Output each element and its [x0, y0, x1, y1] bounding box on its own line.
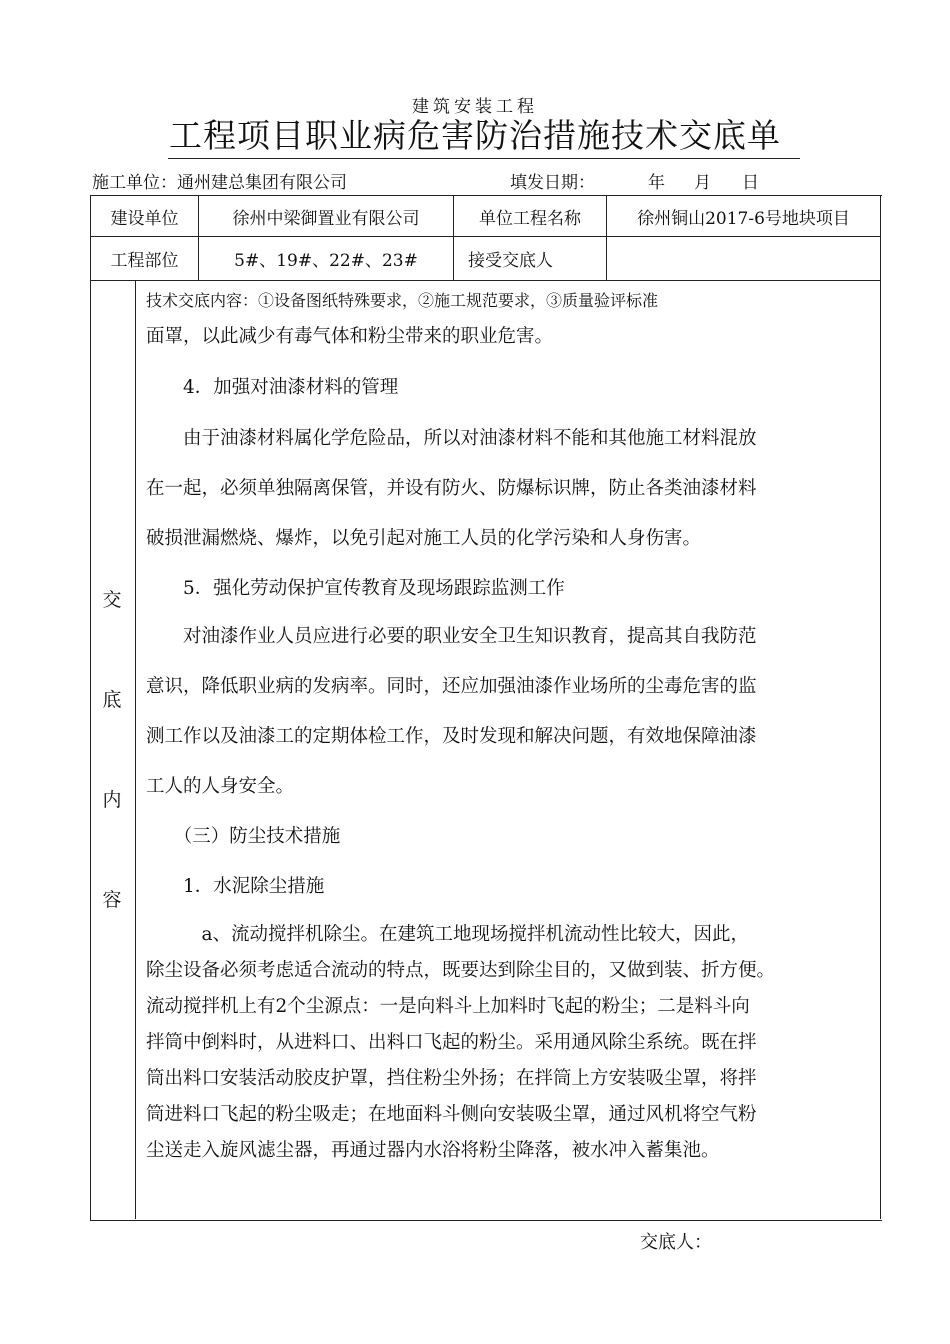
- construction-unit: [92, 168, 347, 193]
- body-line: 流动搅拌机上有2个尘源点：一是向料斗上加料时飞起的粉尘；二是料斗向: [146, 996, 750, 1017]
- project-part-label: 工程部位: [110, 251, 179, 271]
- construction-unit-value: 通州建总集团有限公司: [177, 173, 347, 193]
- document-title: 工程项目职业病危害防治措施技术交底单: [169, 116, 781, 155]
- issue-date-year: 年: [648, 173, 665, 193]
- table-row-divider: [90, 280, 881, 281]
- body-line: 意识，降低职业病的发病率。同时，还应加强油漆作业场所的尘毒危害的监: [146, 676, 757, 697]
- table-right-border: [880, 195, 881, 1219]
- signer-label: 交底人：: [640, 1232, 712, 1253]
- body-line: 面罩，以此减少有毒气体和粉尘带来的职业危害。: [146, 326, 554, 347]
- receiver-label: 接受交底人: [468, 251, 553, 271]
- builder-label: 建设单位: [110, 208, 179, 229]
- body-line: 测工作以及油漆工的定期体检工作，及时发现和解决问题，有效地保障油漆: [146, 726, 757, 747]
- table-col-divider: [135, 280, 136, 1219]
- side-label-char: 内: [102, 789, 122, 811]
- side-label-char: 交: [102, 589, 122, 611]
- project-part-value: 5#、19#、22#、23#: [234, 251, 418, 271]
- issue-date-day: 日: [742, 173, 759, 193]
- issue-date-month: 月: [694, 173, 711, 193]
- project-name-value: 徐州铜山2017-6号地块项目: [637, 208, 850, 229]
- body-line: （三）防尘技术措施: [146, 826, 341, 847]
- body-line: 4．加强对油漆材料的管理: [146, 377, 399, 398]
- receiver-value: [607, 237, 880, 280]
- body-line: 尘送走入旋风滤尘器，再通过器内水浴将粉尘降落，被水冲入蓄集池。: [146, 1140, 720, 1161]
- body-line: 破损泄漏燃烧、爆炸，以免引起对施工人员的化学污染和人身伤害。: [146, 528, 702, 549]
- side-label-char: 底: [102, 689, 122, 711]
- body-line: 对油漆作业人员应进行必要的职业安全卫生知识教育，提高其自我防范: [146, 626, 757, 647]
- side-label-char: 容: [102, 889, 122, 911]
- body-line: 由于油漆材料属化学危险品，所以对油漆材料不能和其他施工材料混放: [146, 428, 757, 449]
- body-line: 筒出料口安装活动胶皮护罩，挡住粉尘外扬；在拌筒上方安装吸尘罩，将拌: [146, 1068, 757, 1089]
- issue-date-label: 填发日期：: [510, 173, 595, 193]
- tech-content-heading: 技术交底内容：①设备图纸特殊要求，②施工规范要求，③质量验评标准: [146, 291, 659, 310]
- body-line: 5．强化劳动保护宣传教育及现场跟踪监测工作: [146, 578, 565, 599]
- construction-unit-label: 施工单位：: [92, 173, 177, 193]
- body-line: 在一起，必须单独隔离保管，并设有防火、防爆标识牌，防止各类油漆材料: [146, 478, 757, 499]
- builder-value: 徐州中梁御置业有限公司: [232, 208, 420, 229]
- body-line: 除尘设备必须考虑适合流动的特点，既要达到除尘目的，又做到装、折方便。: [146, 960, 776, 981]
- body-line: 筒进料口飞起的粉尘吸走；在地面料斗侧向安装吸尘罩，通过风机将空气粉: [146, 1104, 757, 1125]
- body-line: 1．水泥除尘措施: [146, 876, 325, 897]
- body-line: 工人的人身安全。: [146, 776, 295, 797]
- body-line: a、流动搅拌机除尘。在建筑工地现场搅拌机流动性比较大，因此，: [146, 924, 750, 945]
- project-name-label: 单位工程名称: [479, 208, 581, 229]
- document-subtitle: 建筑安装工程: [412, 97, 538, 117]
- body-line: 拌筒中倒料时，从进料口、出料口飞起的粉尘。采用通风除尘系统。既在拌: [146, 1032, 757, 1053]
- title-underline: [168, 158, 800, 159]
